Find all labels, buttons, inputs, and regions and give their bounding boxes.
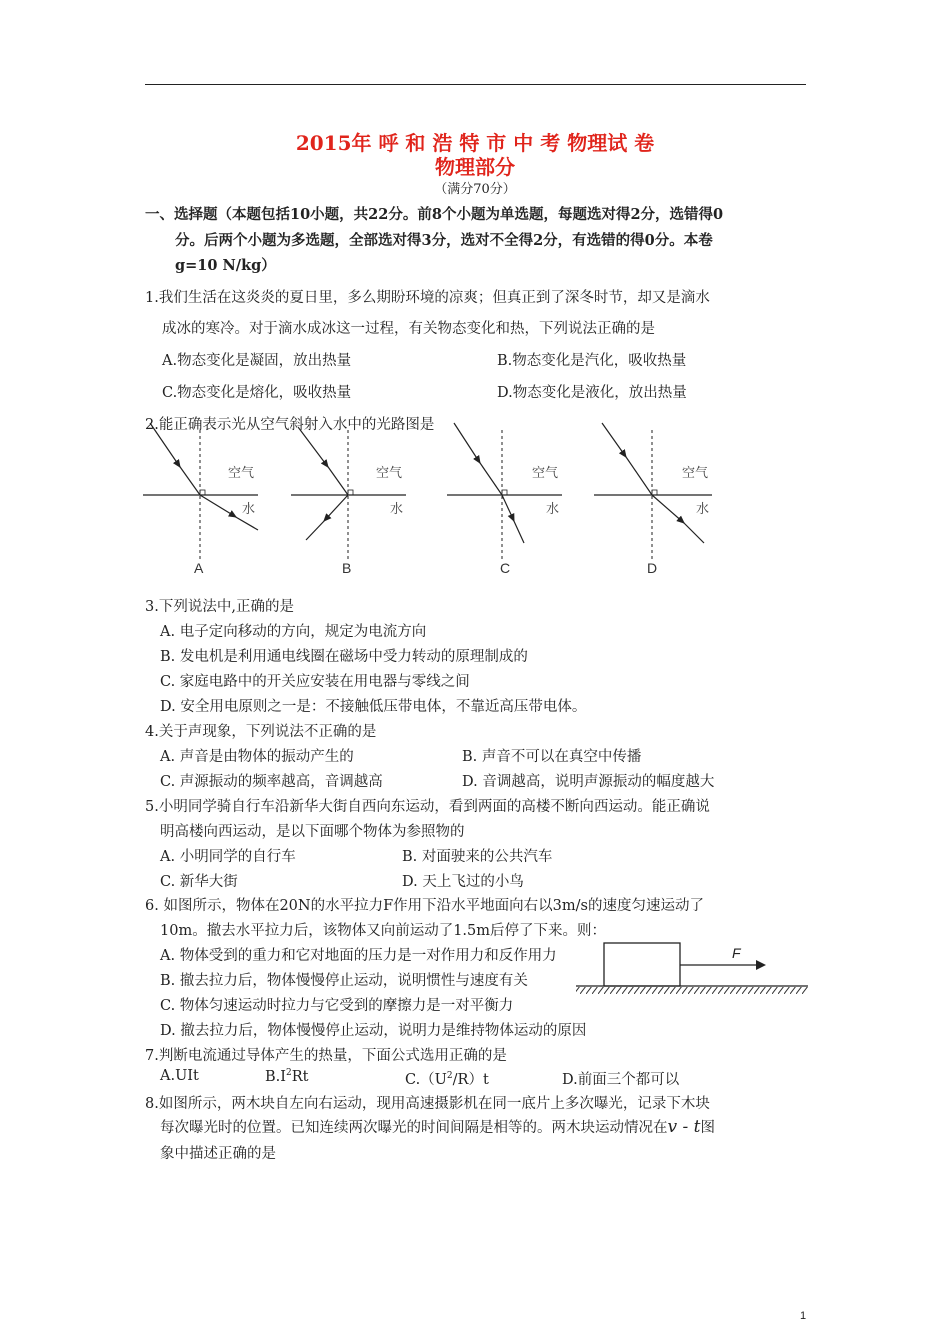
q5-stem-1: 5.小明同学骑自行车沿新华大街自西向东运动，看到两面的高楼不断向西运动。能正确说	[145, 799, 710, 815]
q3-option-c: C. 家庭电路中的开关应安装在用电器与零线之间	[160, 674, 470, 690]
q1-option-b: B.物态变化是汽化，吸收热量	[497, 353, 687, 369]
q5-option-d: D. 天上飞过的小鸟	[402, 874, 524, 890]
exam-title: 2015年 呼 和 浩 特 市 中 考 物理试 卷	[295, 131, 655, 155]
q7-option-b: $B.I^2Rt$	[265, 1068, 309, 1085]
q3-option-d: D. 安全用电原则之一是：不接触低压带电体，不靠近高压带电体。	[160, 699, 587, 715]
q6-option-b: B. 撤去拉力后，物体慢慢停止运动，说明惯性与速度有关	[160, 973, 528, 989]
q3-stem: 3.下列说法中,正确的是	[145, 599, 294, 615]
q3-option-b: B. 发电机是利用通电线圈在磁场中受力转动的原理制成的	[160, 649, 528, 665]
q1-stem-1: 1.我们生活在这炎炎的夏日里，多么期盼环境的凉爽；但真正到了深冬时节，却又是滴水	[145, 290, 710, 306]
q2-stem: 2.能正确表示光从空气斜射入水中的光路图是	[145, 417, 435, 433]
water-label: 水	[546, 501, 560, 516]
header-rule	[145, 84, 806, 85]
q1-stem-2: 成冰的寒冷。对于滴水成冰这一过程，有关物态变化和热，下列说法正确的是	[162, 321, 655, 337]
section1-line2: 分。后两个小题为多选题，全部选对得3分，选对不全得2分，有选错的得0分。本卷	[175, 232, 713, 249]
q5-option-b: B. 对面驶来的公共汽车	[402, 849, 553, 865]
diagram-b	[291, 427, 406, 576]
q6-stem-1: 6. 如图所示，物体在20N的水平拉力F作用下沿水平地面向右以3m/s的速度匀速运动了	[145, 898, 704, 914]
diagram-a	[143, 423, 258, 576]
air-label: 空气	[376, 465, 403, 480]
q4-option-a: A. 声音是由物体的振动产生的	[160, 749, 354, 765]
diagram-label-c: C	[500, 560, 511, 576]
q8-stem-3: 象中描述正确的是	[160, 1146, 276, 1162]
section1-line3: g=10 N/kg）	[175, 257, 276, 274]
q4-option-b: B. 声音不可以在真空中传播	[462, 749, 642, 765]
diagram-label-a: A	[194, 560, 204, 576]
block	[604, 943, 680, 986]
q5-option-a: A. 小明同学的自行车	[160, 849, 296, 865]
q1-option-a: A.物态变化是凝固，放出热量	[162, 353, 352, 369]
section1-line1: 一、选择题（本题包括10小题，共22分。前8个小题为单选题，每题选对得2分，选错得0	[145, 206, 724, 223]
force-label: F	[732, 945, 741, 961]
q7-option-c: $C.(U^2/R)t$	[405, 1071, 489, 1088]
q1-option-d: D.物态变化是液化，放出热量	[497, 385, 687, 401]
q6-option-a: A. 物体受到的重力和它对地面的压力是一对作用力和反作用力	[160, 948, 557, 964]
diagram-label-d: D	[647, 560, 658, 576]
ground-hatch	[576, 987, 808, 994]
diagram-c	[447, 423, 562, 576]
q7-option-d: D.前面三个都可以	[562, 1072, 680, 1088]
q7-option-a: A.UIt	[160, 1068, 199, 1084]
q2-optics-diagrams	[140, 415, 720, 580]
q7-stem: 7.判断电流通过导体产生的热量，下面公式选用正确的是	[145, 1048, 507, 1064]
air-label: 空气	[682, 465, 709, 480]
q4-stem: 4.关于声现象，下列说法不正确的是	[145, 724, 377, 740]
q6-option-c: C. 物体匀速运动时拉力与它受到的摩擦力是一对平衡力	[160, 998, 514, 1014]
page-number: 1	[800, 1310, 807, 1322]
q8-stem-1: 8.如图所示，两木块自左向右运动，现用高速摄影机在同一底片上多次曝光，记录下木块	[145, 1096, 710, 1112]
q6-block-diagram	[574, 938, 810, 998]
q6-option-d: D. 撤去拉力后，物体慢慢停止运动，说明力是维持物体运动的原因	[160, 1023, 587, 1039]
q5-option-c: C. 新华大街	[160, 874, 238, 890]
q1-option-c: C.物态变化是熔化，吸收热量	[162, 385, 352, 401]
q3-option-a: A. 电子定向移动的方向，规定为电流方向	[160, 624, 427, 640]
air-label: 空气	[228, 465, 255, 480]
q8-stem-2: 每次曝光时的位置。已知连续两次曝光的时间间隔是相等的。两木块运动情况在v - t图	[160, 1117, 715, 1137]
q4-option-d: D. 音调越高，说明声源振动的幅度越大	[462, 774, 715, 790]
q6-stem-2: 10m。撤去水平拉力后，该物体又向前运动了1.5m后停了下来。则：	[160, 923, 607, 939]
water-label: 水	[242, 501, 256, 516]
q5-stem-2: 明高楼向西运动，是以下面哪个物体为参照物的	[160, 824, 465, 840]
force-arrowhead	[756, 960, 766, 970]
diagram-d	[594, 423, 712, 576]
q4-option-c: C. 声源振动的频率越高，音调越高	[160, 774, 383, 790]
exam-subtitle: 物理部分	[435, 155, 515, 179]
air-label: 空气	[532, 465, 559, 480]
water-label: 水	[696, 501, 710, 516]
diagram-label-b: B	[342, 560, 352, 576]
water-label: 水	[390, 501, 404, 516]
score-note: （满分70分）	[434, 182, 516, 197]
